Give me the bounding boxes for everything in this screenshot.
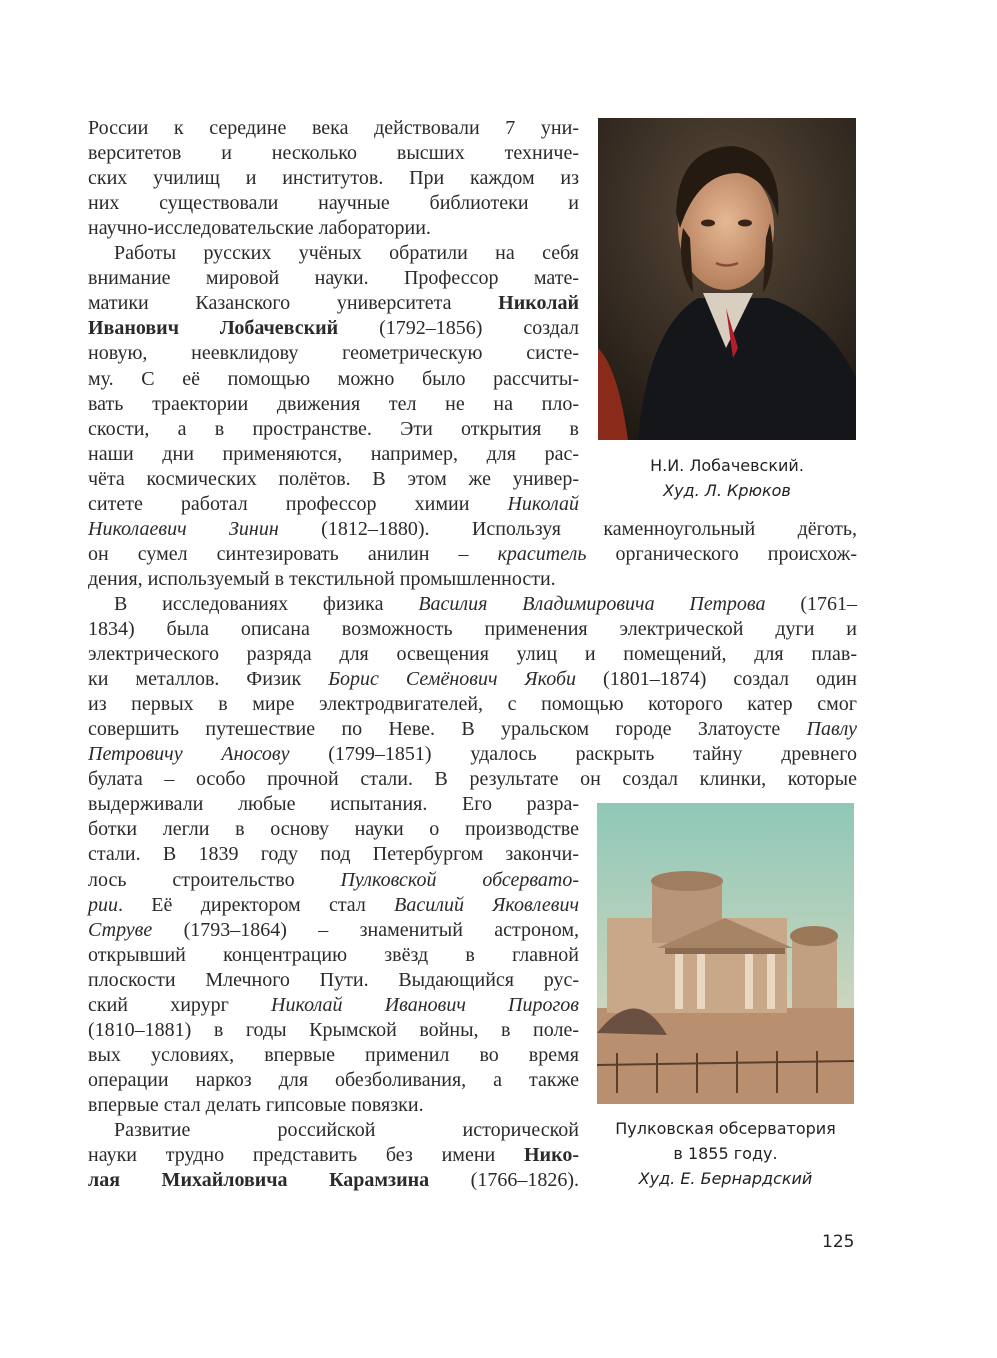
text-line — [88, 1018, 579, 1043]
text-run: скости, а в пространстве. Эти открытия в — [88, 417, 579, 440]
caption-title: Пулковская обсерватория — [615, 1119, 836, 1138]
text-line — [88, 968, 579, 993]
text-run: ботки легли в основу науки о производстве — [88, 818, 579, 841]
text-line — [88, 191, 579, 216]
page-number: 125 — [822, 1232, 855, 1252]
text-line — [88, 767, 857, 792]
text-line — [88, 392, 579, 417]
pulkovo-observatory-image — [597, 803, 854, 1104]
text-run: матики Казанского университета — [88, 292, 499, 315]
caption-artist: Худ. Е. Бернардский — [638, 1169, 813, 1188]
text-run: чёта космических полётов. В этом же универ- — [88, 467, 579, 490]
caption-title: Н.И. Лобачевский. — [650, 456, 804, 475]
text-line — [88, 943, 579, 968]
text-run: (1801–1874) создал один — [576, 668, 858, 691]
italic-term: Струве — [88, 918, 153, 941]
text-run: вых условиях, впервые применил во время — [88, 1043, 579, 1066]
text-run: вать траектории движения тел не на пло- — [88, 392, 579, 415]
text-line — [88, 592, 857, 617]
text-run: из первых в мире электродвигателей, с помощью которого катер смог — [88, 693, 857, 716]
text-run: них существовали научные библиотеки и — [88, 192, 579, 215]
text-line — [88, 742, 857, 767]
text-run: В исследованиях физика — [114, 592, 419, 615]
text-line — [88, 367, 579, 392]
text-run: ситете работал профессор химии — [88, 492, 508, 515]
text-run: впервые стал делать гипсовые повязки. — [88, 1093, 424, 1116]
text-line — [88, 642, 857, 667]
bold-name: Нико- — [524, 1144, 579, 1167]
bold-name: Иванович Лобачевский — [88, 317, 339, 340]
text-line — [88, 842, 579, 867]
text-run: он сумел синтезировать анилин – — [88, 542, 498, 565]
text-line — [88, 617, 857, 642]
italic-term: Павлу — [806, 718, 857, 741]
italic-term: Петровичу Аносову — [88, 743, 290, 766]
text-run: операции наркоз для обезболивания, а также — [88, 1068, 579, 1091]
text-line — [88, 993, 579, 1018]
text-run: (1812–1880). Используя каменноугольный дёготь, — [278, 517, 857, 540]
text-line — [88, 1168, 579, 1193]
text-run: ки металлов. Физик — [88, 668, 329, 691]
text-line — [88, 918, 579, 943]
text-run: (1810–1881) в годы Крымской войны, в поле- — [88, 1018, 579, 1041]
text-line — [88, 166, 579, 191]
text-line — [88, 692, 857, 717]
text-run: 1834) была описана возможность применения электрической дуги и — [88, 618, 857, 640]
italic-term: Николай Иванович Пирогов — [271, 993, 579, 1016]
text-run: дения, используемый в текстильной промышленности. — [88, 567, 556, 590]
text-run: новую, неевклидову геометрическую систе- — [88, 342, 579, 365]
text-line — [88, 141, 579, 166]
italic-term: Николай — [507, 492, 579, 515]
text-line — [88, 1043, 579, 1068]
text-run: (1793–1864) – знаменитый астроном, — [152, 918, 579, 941]
text-run: лось строительство — [88, 868, 341, 891]
text-line — [88, 116, 579, 141]
portrait-lobachevsky-image — [598, 118, 856, 440]
text-line — [88, 216, 579, 241]
observatory-caption — [597, 1116, 854, 1191]
text-line — [88, 241, 579, 266]
text-line — [88, 893, 579, 918]
text-line — [88, 1143, 579, 1168]
text-line — [88, 1068, 579, 1093]
text-run: му. С её помощью можно было рассчиты- — [88, 367, 579, 390]
text-run: совершить путешествие по Неве. В уральском городе Златоусте — [88, 718, 807, 741]
caption-artist: Худ. Л. Крюков — [663, 481, 791, 500]
text-line — [88, 417, 579, 442]
text-run: плоскости Млечного Пути. Выдающийся рус- — [88, 968, 579, 991]
text-line — [88, 341, 579, 366]
text-run: стали. В 1839 году под Петербургом закончи- — [88, 843, 579, 866]
bold-name: Николай — [498, 292, 579, 315]
text-run: Развитие российской исторической — [114, 1119, 579, 1141]
text-line — [88, 442, 579, 467]
text-line — [88, 517, 857, 542]
text-run: наши дни применяются, например, для рас- — [88, 442, 579, 465]
italic-term: краситель — [497, 542, 587, 565]
text-line — [88, 542, 857, 567]
text-run: органического происхож- — [586, 542, 857, 565]
italic-term: Николаевич Зинин — [88, 517, 279, 540]
text-run: (1761– — [765, 592, 857, 615]
text-run: ских училищ и институтов. При каждом из — [88, 167, 579, 190]
text-line — [88, 868, 579, 893]
text-line — [88, 567, 857, 592]
text-run: (1766–1826). — [429, 1169, 579, 1192]
text-run: Работы русских учёных обратили на себя — [114, 242, 579, 265]
text-run: электрического разряда для освещения улиц и помещений, для плав- — [88, 643, 857, 666]
text-run: внимание мировой науки. Профессор мате- — [88, 267, 579, 290]
text-run: (1792–1856) создал — [338, 317, 579, 340]
text-line — [88, 467, 579, 492]
italic-term: Борис Семёнович Якоби — [328, 668, 577, 691]
text-line — [88, 817, 579, 842]
italic-term: рии — [88, 893, 118, 916]
italic-term: Василий Яковлевич — [394, 893, 579, 916]
text-run: . Её директором стал — [118, 893, 395, 916]
text-run: булата – особо прочной стали. В результате он создал клинки, которые — [88, 768, 857, 791]
text-line — [88, 266, 579, 291]
text-run: верситетов и несколько высших техниче- — [88, 142, 579, 165]
text-run: открывший концентрацию звёзд в главной — [88, 943, 579, 966]
bold-name: лая Михайловича Карамзина — [88, 1169, 430, 1192]
italic-term: Василия Владимировича Петрова — [418, 592, 766, 615]
text-line — [88, 291, 579, 316]
text-line — [88, 1093, 579, 1118]
text-line — [88, 717, 857, 742]
text-line — [88, 792, 579, 817]
text-run: выдерживали любые испытания. Его разра- — [88, 793, 579, 816]
italic-term: Пулковской обсервато- — [340, 868, 580, 891]
text-run: (1799–1851) удалось раскрыть тайну древнего — [289, 743, 857, 766]
text-run: ский хирург — [88, 993, 272, 1016]
text-run: науки трудно представить без имени — [88, 1144, 524, 1167]
text-line — [88, 492, 579, 517]
caption-year: в 1855 году. — [673, 1144, 778, 1163]
text-run: России к середине века действовали 7 уни- — [88, 117, 579, 139]
text-run: научно-исследовательские лаборатории. — [88, 217, 431, 240]
portrait-caption — [598, 453, 856, 503]
text-line — [88, 1118, 579, 1143]
text-line — [88, 316, 579, 341]
text-line — [88, 667, 857, 692]
